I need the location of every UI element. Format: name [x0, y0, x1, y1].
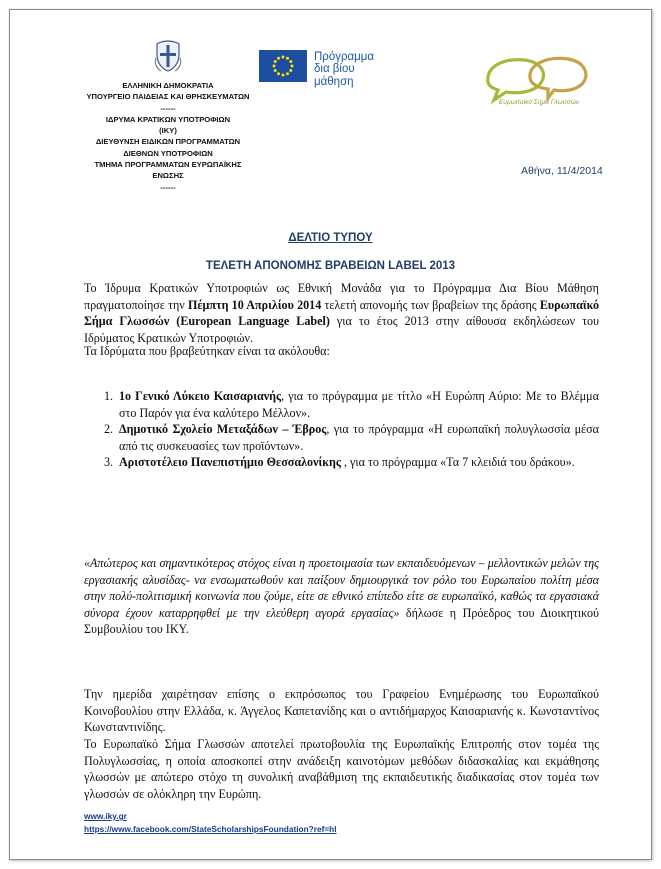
intro-paragraph [84, 280, 599, 346]
list-number: 1. [104, 389, 114, 403]
event-date: Πέμπτη 10 Απριλίου 2014 [187, 297, 322, 312]
ministry-header [70, 38, 266, 193]
header-line: ΙΔΡΥΜΑ ΚΡΑΤΙΚΩΝ ΥΠΟΤΡΟΦΙΩΝ [105, 114, 231, 124]
eu-flag-icon [259, 50, 307, 82]
label-description-paragraph: Το Ευρωπαϊκό Σήμα Γλωσσών αποτελεί πρωτοβουλία της Ευρωπαϊκής Επιτροπής στον τομέα της Πολυγλωσσίας, η οποία αποσκοπεί στην ανάδειξη καινοτόμων μεθόδων διδασκαλίας και εκμάθησης γλωσσών με απώτερο στόχο τη συνολική αναβάθμιση της εκπαιδευτικής διαδικασίας στον τομέα των γλωσσών σε ολόκληρη την Ευρώπη. [84, 737, 599, 801]
award-winner: Δημοτικό Σχολείο Μεταξάδων – Έβρος [119, 422, 327, 436]
language-label-caption: Ευρωπαϊκό Σήμα Γλωσσών [498, 99, 580, 106]
header-line: ΥΠΟΥΡΓΕΙΟ ΠΑΙΔΕΙΑΣ ΚΑΙ ΘΡΗΣΚΕΥΜΑΤΩΝ [86, 92, 250, 102]
header-line: ΔΙΕΘΝΩΝ ΥΠΟΤΡΟΦΙΩΝ [123, 148, 213, 158]
program-name: Ευρωπαϊκό Σήμα Γλωσσών (European Language Label) [84, 297, 600, 328]
greek-coat-of-arms-icon [153, 38, 183, 74]
award-description: , για το πρόγραμμα «Τα 7 κλειδιά του δράκου». [340, 455, 575, 469]
header-line: ΕΛΛΗΝΙΚΗ ΔΗΜΟΚΡΑΤΙΑ [122, 81, 214, 90]
eu-logo-text [314, 51, 374, 88]
list-number: 2. [104, 422, 114, 436]
greetings-paragraph: Την ημερίδα χαιρέτησαν επίσης ο εκπρόσωπος του Γραφείου Ενημέρωσης του Ευρωπαϊκού Κοινοβουλίου στην Ελλάδα, κ. Άγγελος Καπετανίδης και ο αντιδήμαρχος Καισαριανής κ. Κωνσταντίνος Κωνσταντινίδης. [84, 687, 599, 734]
document-title: ΔΕΛΤΙΟ ΤΥΠΟΥ [288, 232, 373, 244]
quote-attribution: δήλωσε η Πρόεδρος του Διοικητικού Συμβουλίου του ΙΚΥ. [84, 605, 599, 636]
awards-list [84, 388, 599, 471]
website-link[interactable]: www.iky.gr [84, 811, 127, 821]
list-item [84, 421, 599, 454]
award-description: , για το πρόγραμμα με τίτλο «Η Ευρώπη Αύριο: Με το Βλέμμα στο Παρόν για ένα καλύτερο Μέλλον». [119, 389, 599, 420]
list-item [84, 388, 599, 421]
header-line: ------ [160, 103, 176, 113]
document-subtitle: ΤΕΛΕΤΗ ΑΠΟΝΟΜΗΣ ΒΡΑΒΕΙΩΝ LABEL 2013 [205, 260, 456, 272]
facebook-link[interactable]: https://www.facebook.com/StateScholarshipsFoundation?ref=hl [84, 823, 337, 834]
header-line: ΤΜΗΜΑ ΠΡΟΓΡΑΜΜΑΤΩΝ ΕΥΡΩΠΑΪΚΗΣ [94, 160, 242, 170]
president-quote [84, 555, 599, 638]
list-number: 3. [104, 455, 114, 469]
eu-logo-line: δια βίου [314, 63, 355, 76]
list-item [84, 454, 599, 471]
intro-text: τελετή απονομής των βραβείων της δράσης [321, 297, 540, 312]
eu-logo-line: μάθηση [314, 75, 354, 88]
header-line: ------ [160, 182, 176, 192]
award-description: , για το πρόγραμμα «Η ευρωπαϊκή πολυγλωσσία μέσα από τις συσκευασίες των προϊόντων». [119, 422, 599, 453]
eu-logo-line: Πρόγραμμα [314, 51, 375, 63]
award-winner: 1ο Γενικό Λύκειο Καισαριανής [119, 389, 282, 403]
header-line: ΕΝΩΣΗΣ [152, 171, 184, 181]
intro-text: για το έτος 2013 στην αίθουσα εκδηλώσεων του Ιδρύματος Κρατικών Υποτροφιών. [84, 314, 599, 345]
award-winner: Αριστοτέλειο Πανεπιστήμιο Θεσσαλονίκης [119, 455, 341, 469]
intro-text: Το Ίδρυμα Κρατικών Υποτροφιών ως Εθνική Μονάδα για το Πρόγραμμα Δια Βίου Μάθηση πραγματοποίησε την [84, 281, 599, 312]
lifelong-learning-logo [259, 50, 374, 88]
header-line: ΔΙΕΥΘΥΝΣΗ ΕΙΔΙΚΩΝ ΠΡΟΓΡΑΜΜΑΤΩΝ [95, 137, 241, 147]
document-date: Αθήνα, 11/4/2014 [521, 165, 603, 177]
awards-intro: Τα Ιδρύματα που βραβεύτηκαν είναι τα ακόλουθα: [84, 344, 330, 358]
header-line: (ΙΚΥ) [159, 126, 177, 136]
quote-text: «Απώτερος και σημαντικότερος στόχος είναι η προετοιμασία των εκπαιδευόμενων – μελλοντικών μελών της εργασιακής αλυσίδας- να ενσωματωθούν και παίξουν δημιουργικά τον ρόλο του Ευρωπαίου πολίτη μέσα στην πολύ-πολιτισμική κοινωνία που ζούμε, είτε σε εθνικό επίπεδο είτε σε ευρωπαϊκό, καθώς τα εργασιακά σύνορα έχουν καταρρηφθεί με την ελεύθερη αγορά εργασίας» [84, 556, 599, 620]
links-block [84, 810, 337, 835]
document-page [9, 9, 652, 860]
